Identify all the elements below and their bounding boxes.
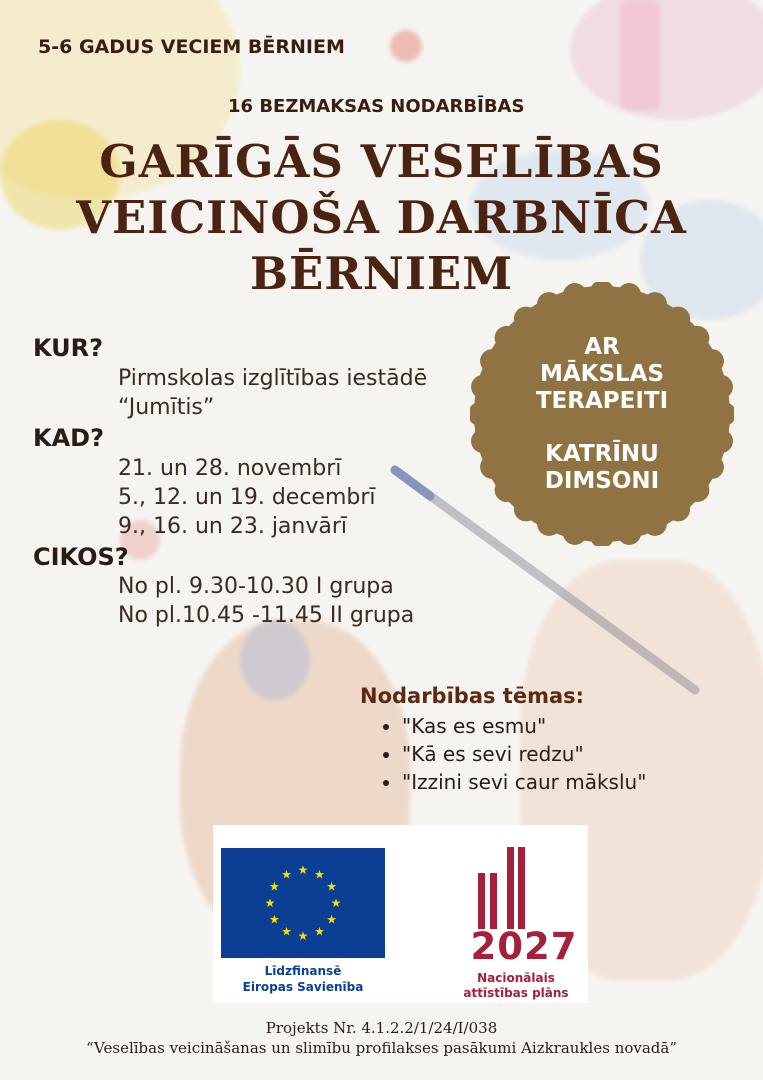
themes-title: Nodarbības tēmas: xyxy=(360,684,585,708)
when-line: 5., 12. un 19. decembrī xyxy=(118,485,376,510)
where-line: “Jumītis” xyxy=(118,395,215,420)
title-line: GARĪGĀS VESELĪBAS xyxy=(99,135,664,188)
seal-line: AR xyxy=(584,333,620,360)
eu-caption xyxy=(221,963,385,995)
where-info xyxy=(118,364,427,422)
eu-star-icon: ★ xyxy=(269,879,280,894)
when-info xyxy=(118,454,376,541)
eu-star-icon: ★ xyxy=(330,896,342,910)
project-description: “Veselības veicināšanas un slimību profilakses pasākumi Aizkraukles novadā” xyxy=(85,1039,678,1057)
eu-caption-line: Eiropas Savienība xyxy=(242,980,364,994)
seal-line: KATRĪNU xyxy=(545,440,659,467)
np-caption-line: Nacionālais xyxy=(477,971,555,985)
seal-line: DIMSONI xyxy=(544,467,660,494)
where-line: Pirmskolas izglītības iestādē xyxy=(118,366,428,391)
eu-star-icon: ★ xyxy=(326,879,337,894)
eu-caption-line: Līdzfinansē xyxy=(264,964,342,978)
eu-star-icon: ★ xyxy=(269,912,280,927)
themes-list xyxy=(380,712,646,796)
list-item: • "Kas es esmu" xyxy=(402,712,646,740)
seal-line: MĀKSLAS xyxy=(539,360,665,387)
list-item: • "Kā es sevi redzu" xyxy=(402,740,646,768)
when-line: 9., 16. un 23. janvārī xyxy=(118,514,348,539)
funding-logos xyxy=(213,825,588,1003)
title-line: BĒRNIEM xyxy=(249,247,514,300)
free-sessions-label: 16 BEZMAKSAS NODARBĪBAS xyxy=(228,96,525,117)
time-line: No pl.10.45 -11.45 II grupa xyxy=(118,603,415,628)
eu-star-icon: ★ xyxy=(326,912,337,927)
np-caption-line: attīstības plāns xyxy=(463,986,569,1000)
time-info xyxy=(118,572,414,630)
eu-star-icon: ★ xyxy=(314,867,325,882)
eu-stars-icon xyxy=(221,848,385,958)
eu-star-icon: ★ xyxy=(297,929,309,943)
national-plan-caption xyxy=(451,971,581,1001)
eu-star-icon: ★ xyxy=(314,924,325,939)
eu-star-icon: ★ xyxy=(281,867,292,882)
national-plan-year: 2027 xyxy=(470,925,578,968)
therapist-seal xyxy=(478,290,726,538)
where-label: KUR? xyxy=(33,334,104,362)
project-number: Projekts Nr. 4.1.2.2/1/24/I/038 xyxy=(265,1019,498,1037)
project-footer xyxy=(0,1018,763,1058)
eu-star-icon: ★ xyxy=(264,896,276,910)
when-label: KAD? xyxy=(33,424,105,452)
when-line: 21. un 28. novembrī xyxy=(118,456,342,481)
seal-line: TERAPEITI xyxy=(535,387,669,414)
eu-star-icon: ★ xyxy=(297,863,309,877)
time-line: No pl. 9.30-10.30 I grupa xyxy=(118,574,394,599)
title-line: VEICINOŠA DARBNĪCA xyxy=(76,191,687,244)
page-title xyxy=(0,134,763,302)
eu-flag-icon xyxy=(221,848,385,958)
time-label: CIKOS? xyxy=(33,543,129,571)
list-item: • "Izzini sevi caur mākslu" xyxy=(402,768,646,796)
eu-star-icon: ★ xyxy=(281,924,292,939)
age-group-label: 5-6 GADUS VECIEM BĒRNIEM xyxy=(38,36,345,58)
